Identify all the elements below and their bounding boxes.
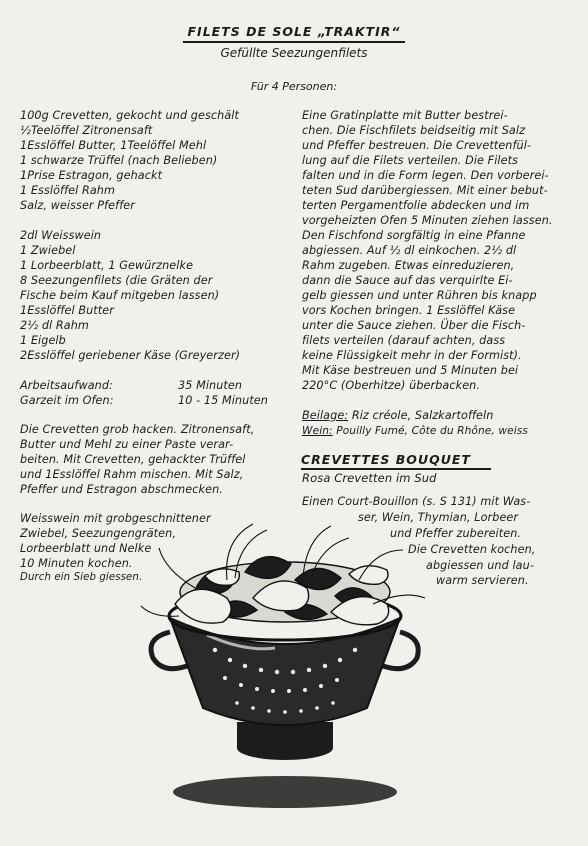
beilage-line <box>302 410 493 421</box>
method-line: Durch ein Sieb giessen. <box>20 572 143 583</box>
ingredient-line: Salz, weisser Pfeffer <box>20 199 135 212</box>
ingredient-line: 1 schwarze Trüffel (nach Belieben) <box>20 154 218 167</box>
method-line: Weisswein mit grobgeschnittener <box>20 512 211 525</box>
method-line: 220°C (Oberhitze) überbacken. <box>302 379 481 392</box>
recipe-subtitle: Gefüllte Seezungenfilets <box>220 46 368 60</box>
ingredient-line: 2dl Weisswein <box>20 229 102 242</box>
method-line: unter die Sauce ziehen. Über die Fisch- <box>302 319 526 332</box>
ingredient-line: 2Esslöffel geriebener Käse (Greyerzer) <box>20 349 241 362</box>
ingredient-line: 2½ dl Rahm <box>20 319 89 332</box>
method-line: Die Crevetten kochen, <box>408 543 536 556</box>
method-line: vorgeheizten Ofen 5 Minuten ziehen lassen. <box>302 214 553 227</box>
recipe2-subtitle: Rosa Crevetten im Sud <box>302 471 437 485</box>
method-line: Lorbeerblatt und Nelke <box>20 542 152 555</box>
method-line: lung auf die Filets verteilen. Die Filets <box>302 154 519 167</box>
method-line: filets verteilen (darauf achten, dass <box>302 334 506 347</box>
ingredient-line: 8 Seezungenfilets (die Gräten der <box>20 274 213 287</box>
recipe2-title-underline <box>301 468 491 470</box>
ingredient-line: 1Esslöffel Butter, 1Teelöffel Mehl <box>20 139 207 152</box>
recipe-title: FILETS DE SOLE „TRAKTIR“ <box>187 24 401 39</box>
method-line: Rahm zugeben. Etwas einreduzieren, <box>302 259 515 272</box>
ingredient-line: ½Teelöffel Zitronensaft <box>20 124 153 137</box>
time-label: Arbeitsaufwand: <box>20 379 113 392</box>
method-line: warm servieren. <box>436 574 529 587</box>
method-line: gelb giessen und unter Rühren bis knapp <box>302 289 537 302</box>
method-line: chen. Die Fischfilets beidseitig mit Salz <box>302 124 526 137</box>
method-line: dann die Sauce auf das verquirlte Ei- <box>302 274 513 287</box>
method-line: Butter und Mehl zu einer Paste verar- <box>20 438 234 451</box>
recipe2-title: CREVETTES BOUQUET <box>301 452 471 467</box>
method-line: Mit Käse bestreuen und 5 Minuten bei <box>302 364 519 377</box>
ingredient-line: 1Prise Estragon, gehackt <box>20 169 163 182</box>
ingredient-line: 1 Lorbeerblatt, 1 Gewürznelke <box>20 259 194 272</box>
method-line: terten Pergamentfolie abdecken und im <box>302 199 530 212</box>
time-label: Garzeit im Ofen: <box>20 394 114 407</box>
ingredient-line: Fische beim Kauf mitgeben lassen) <box>20 289 220 302</box>
method-line: Eine Gratinplatte mit Butter bestrei- <box>302 109 508 122</box>
title-underline <box>183 41 405 43</box>
beilage-label: Beilage: <box>302 409 349 422</box>
method-line: abgiessen und lau- <box>426 559 534 572</box>
ingredient-line: 1Esslöffel Butter <box>20 304 114 317</box>
ingredient-line: 1 Eigelb <box>20 334 66 347</box>
method-line: keine Flüssigkeit mehr in der Formist). <box>302 349 522 362</box>
ingredient-line: 100g Crevetten, gekocht und geschält <box>20 109 240 122</box>
method-line: Die Crevetten grob hacken. Zitronensaft, <box>20 423 255 436</box>
wine-label: Wein: <box>302 425 333 437</box>
method-line: Zwiebel, Seezungengräten, <box>20 527 176 540</box>
ingredient-line: 1 Zwiebel <box>20 244 76 257</box>
method-line: Pfeffer und Estragon abschmecken. <box>20 483 223 496</box>
method-line: und Pfeffer zubereiten. <box>390 527 522 540</box>
method-line: abgiessen. Auf ½ dl einkochen. 2½ dl <box>302 244 517 257</box>
method-line: Einen Court-Bouillon (s. S 131) mit Was- <box>302 495 531 508</box>
time-value: 35 Minuten <box>178 379 243 392</box>
method-line: teten Sud darübergiessen. Mit einer bebut- <box>302 184 548 197</box>
time-value: 10 - 15 Minuten <box>178 394 268 407</box>
method-line: Den Fischfond sorgfältig in eine Pfanne <box>302 229 526 242</box>
method-line: 10 Minuten kochen. <box>20 557 133 570</box>
colander-with-shrimp-and-mussels-icon <box>135 520 435 810</box>
wine-value: Pouilly Fumé, Côte du Rhône, weiss <box>336 425 529 437</box>
ingredient-line: 1 Esslöffel Rahm <box>20 184 115 197</box>
method-line: vors Kochen bringen. 1 Esslöffel Käse <box>302 304 516 317</box>
method-line: und Pfeffer bestreuen. Die Crevettenfül- <box>302 139 532 152</box>
method-line: falten und in die Form legen. Den vorberei- <box>302 169 549 182</box>
beilage-value: Riz créole, Salzkartoffeln <box>351 409 494 422</box>
method-line: ser, Wein, Thymian, Lorbeer <box>358 511 519 524</box>
method-line: beiten. Mit Crevetten, gehackter Trüffel <box>20 453 246 466</box>
servings-line: Für 4 Personen: <box>250 80 338 93</box>
wine-line <box>302 426 528 437</box>
method-line: und 1Esslöffel Rahm mischen. Mit Salz, <box>20 468 244 481</box>
